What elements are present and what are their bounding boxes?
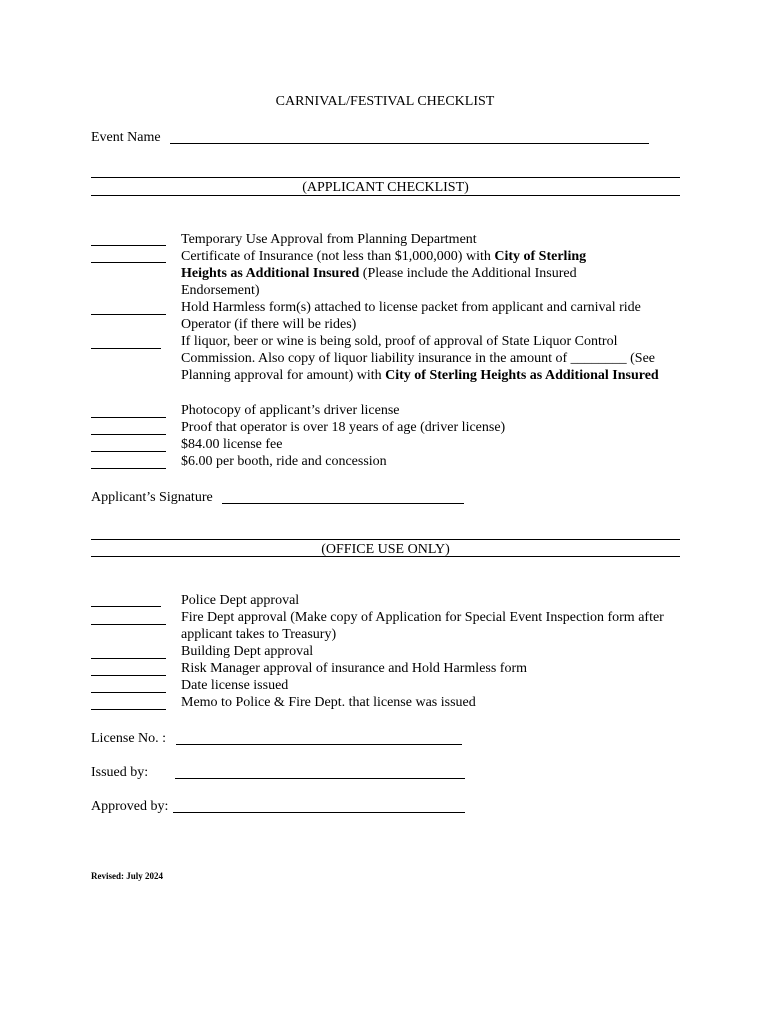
office-item: Date license issued bbox=[181, 678, 289, 693]
office-item: Fire Dept approval (Make copy of Application for Special Event Inspection form after applicant takes to Treasury) bbox=[181, 610, 664, 643]
checkbox-line[interactable] bbox=[91, 606, 161, 607]
applicant-checklist-heading: (APPLICANT CHECKLIST) bbox=[302, 180, 469, 195]
checklist-item: Hold Harmless form(s) attached to license packet from applicant and carnival ride Operator (if there will be rides) bbox=[181, 300, 641, 333]
section-divider bbox=[91, 195, 680, 196]
section-divider bbox=[91, 177, 680, 178]
checkbox-line[interactable] bbox=[91, 262, 166, 263]
checklist-item: Temporary Use Approval from Planning Department bbox=[181, 232, 477, 247]
checkbox-line[interactable] bbox=[91, 658, 166, 659]
checkbox-line[interactable] bbox=[91, 348, 161, 349]
checkbox-line[interactable] bbox=[91, 468, 166, 469]
checklist-item: Proof that operator is over 18 years of age (driver license) bbox=[181, 420, 506, 435]
issued-by-label: Issued by: bbox=[91, 765, 149, 780]
checkbox-line[interactable] bbox=[91, 434, 166, 435]
checklist-item: If liquor, beer or wine is being sold, proof of approval of State Liquor Control Commission. Also copy of liquor liability insurance in the amount of ________ (See Planning approval for amount) with City of Sterling Heights as Additional Insured bbox=[181, 334, 659, 384]
event-name-field[interactable] bbox=[170, 143, 649, 144]
document-title: CARNIVAL/FESTIVAL CHECKLIST bbox=[275, 94, 495, 109]
office-item: Building Dept approval bbox=[181, 644, 314, 659]
checkbox-line[interactable] bbox=[91, 709, 166, 710]
checkbox-line[interactable] bbox=[91, 692, 166, 693]
checklist-item: $84.00 license fee bbox=[181, 437, 283, 452]
office-item: Police Dept approval bbox=[181, 593, 300, 608]
checkbox-line[interactable] bbox=[91, 624, 166, 625]
checklist-item: $6.00 per booth, ride and concession bbox=[181, 454, 387, 469]
section-divider bbox=[91, 556, 680, 557]
office-item: Risk Manager approval of insurance and Hold Harmless form bbox=[181, 661, 528, 676]
checkbox-line[interactable] bbox=[91, 417, 166, 418]
checkbox-line[interactable] bbox=[91, 675, 166, 676]
approved-by-label: Approved by: bbox=[91, 799, 169, 814]
checklist-item: Photocopy of applicant’s driver license bbox=[181, 403, 400, 418]
checkbox-line[interactable] bbox=[91, 451, 166, 452]
section-divider bbox=[91, 539, 680, 540]
checkbox-line[interactable] bbox=[91, 314, 166, 315]
checklist-item: Certificate of Insurance (not less than $1,000,000) with City of Sterling Heights as Additional Insured (Please include the Additional Insured Endorsement) bbox=[181, 249, 587, 299]
approved-by-field[interactable] bbox=[173, 812, 465, 813]
checkbox-line[interactable] bbox=[91, 245, 166, 246]
office-item: Memo to Police & Fire Dept. that license was issued bbox=[181, 695, 476, 710]
applicant-signature-label: Applicant’s Signature bbox=[91, 490, 213, 505]
license-no-label: License No. : bbox=[91, 731, 167, 746]
license-no-field[interactable] bbox=[176, 744, 462, 745]
issued-by-field[interactable] bbox=[175, 778, 465, 779]
applicant-signature-field[interactable] bbox=[222, 503, 464, 504]
event-name-label: Event Name bbox=[91, 130, 161, 145]
revised-date: Revised: July 2024 bbox=[91, 871, 163, 881]
office-use-heading: (OFFICE USE ONLY) bbox=[321, 542, 450, 557]
